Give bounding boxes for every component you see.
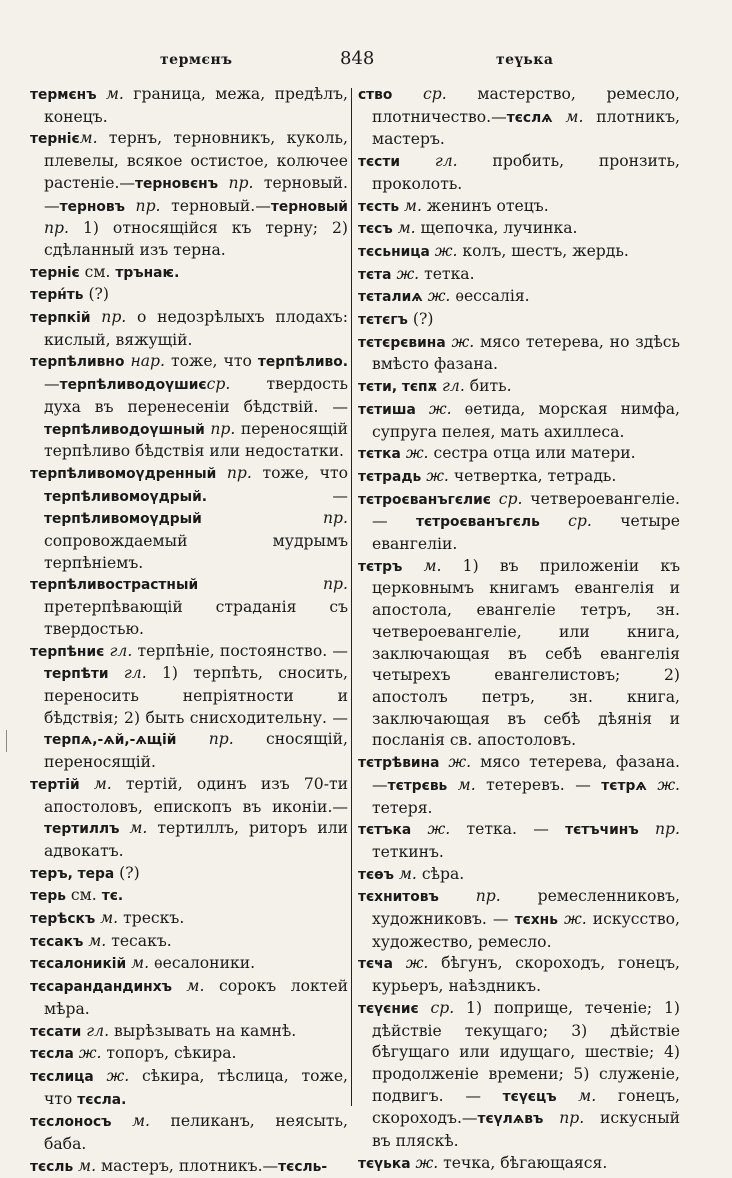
headword: терпѣливомоүдрый	[44, 511, 202, 528]
definition-text: щепочка, лучинка.	[415, 219, 578, 238]
dictionary-entry	[30, 574, 348, 640]
headword: тєтрадь	[358, 468, 422, 485]
headword: теръ, тера	[30, 865, 115, 882]
headword: тєтъка	[358, 822, 412, 839]
definition-text: тоже, что	[251, 463, 348, 482]
grammar-label: ж.	[646, 775, 680, 794]
grammar-label: пр.	[176, 730, 234, 749]
definition-text: сѣкира, тѣслица, тоже, что	[44, 1066, 348, 1108]
dictionary-entry	[30, 128, 348, 261]
grammar-label: пр.	[216, 463, 252, 482]
grammar-label: ср.	[418, 998, 455, 1017]
running-head-left: термєнъ	[160, 52, 233, 68]
dictionary-entry	[30, 931, 348, 954]
definition-text: мясо тетерева, но здѣсь вмѣсто фазана.	[372, 332, 681, 374]
headword: терпѣливо.	[257, 354, 348, 371]
headword: терніє	[30, 131, 80, 148]
definition-text: ѳессалія.	[450, 287, 530, 306]
dictionary-entry	[30, 908, 348, 931]
definition-text: 1) терпѣть, сносить, переносить непріятности и бѣдствія; 2) быть снисходительну. —	[44, 664, 348, 727]
grammar-label: ср.	[206, 375, 231, 394]
definition-text: женинъ отецъ.	[421, 196, 549, 215]
definition-text: претерпѣвающій страданія съ твердостью.	[44, 598, 348, 638]
definition-text: терпѣніе, постоянство. —	[132, 641, 348, 660]
page-number: 848	[340, 48, 375, 69]
definition-text: 1) поприще, теченіе; 1) дѣйствіе текущаго; 3) дѣйствіе бѣгущаго или идущаго, шествіе; 4) продолженіе времени; 5) служеніе, подвигъ. —	[372, 998, 680, 1105]
headword: тєүєниє	[358, 1000, 419, 1017]
dictionary-entry	[358, 1153, 680, 1176]
definition-text: тертиллъ, риторъ или адвокатъ.	[44, 819, 349, 860]
grammar-label: м.	[402, 556, 442, 575]
definition-text: ѳетида, морская нимфа, супруга пелея, мать ахиллеса.	[372, 399, 681, 441]
dictionary-entry	[30, 863, 348, 886]
headword: терпѣливодоүшный	[44, 421, 205, 438]
grammar-label: ж.	[557, 910, 587, 929]
headword: тєталиѧ	[358, 289, 423, 306]
headword: тєүєцъ	[502, 1088, 557, 1105]
dictionary-entry	[30, 1043, 348, 1066]
grammar-label: пр.	[124, 196, 161, 215]
headword: терпѣти	[44, 666, 109, 683]
grammar-label: ж.	[445, 332, 475, 351]
dictionary-entry	[358, 752, 680, 819]
grammar-label: пр.	[44, 219, 69, 238]
headword: тєсалоникій	[30, 956, 127, 973]
dictionary-entry	[358, 309, 680, 332]
dictionary-entry	[358, 218, 680, 241]
headword: терпкій	[30, 310, 91, 327]
grammar-label: ж.	[422, 287, 451, 306]
grammar-label: пр.	[543, 1109, 585, 1128]
definition-text: тертій, одинъ изъ 70-ти апостоловъ, епископъ въ иконіи.—	[44, 774, 348, 816]
headword: тєсла	[30, 1046, 74, 1063]
headword: тєхнитовъ	[358, 889, 439, 906]
grammar-label: ср.	[392, 85, 447, 103]
page-header	[0, 46, 732, 76]
definition-text: теткинъ.	[372, 842, 444, 861]
headword: тєслоносъ	[30, 1114, 112, 1131]
grammar-label: гл.	[81, 1021, 110, 1040]
definition-text: сопровождаемый мудрымъ терпѣніемъ.	[44, 532, 348, 572]
headword: тєслѧ	[506, 109, 553, 126]
headword: трънаѥ.	[115, 264, 180, 281]
headword: тєсть	[358, 198, 400, 215]
definition-text: плотникъ, мастеръ.	[372, 107, 681, 149]
headword: терпѣливострастный	[30, 577, 199, 594]
grammar-label: ж.	[392, 954, 429, 973]
definition-text: ремесленниковъ, художниковъ. —	[372, 887, 680, 929]
headword: тєтрѣвина	[358, 755, 440, 772]
grammar-label: м.	[447, 775, 476, 794]
dictionary-entry	[30, 262, 348, 285]
headword: тєтка	[358, 446, 401, 463]
definition-text: см.	[79, 262, 116, 281]
headword: терновъ	[59, 198, 125, 215]
definition-text: вырѣзывать на камнѣ.	[109, 1021, 297, 1040]
headword: терѣскъ	[30, 911, 96, 928]
definition-text: сѣра.	[416, 864, 465, 883]
headword: терпѣливодоүшиє	[59, 377, 207, 394]
definition-text: тетка. —	[450, 820, 566, 839]
grammar-label: ж.	[415, 399, 452, 418]
headword: тєхнь	[514, 912, 558, 929]
definition-text: трескъ.	[118, 909, 185, 928]
headword: тєсль-	[278, 1158, 328, 1175]
definition-text: искусный въ пляскѣ.	[372, 1109, 680, 1151]
dictionary-entry	[30, 1021, 348, 1044]
dictionary-entry	[30, 1111, 348, 1155]
grammar-label: м.	[126, 954, 150, 973]
headword: тєтєрєвина	[358, 334, 446, 351]
headword: тєсль	[30, 1158, 74, 1175]
dictionary-entry	[358, 376, 680, 399]
margin-mark	[6, 730, 7, 752]
grammar-label: м.	[394, 864, 417, 883]
headword: тєтръ	[358, 558, 403, 575]
dictionary-entry	[30, 976, 348, 1020]
definition-text: твердость духа въ перенесеніи бѣдствій. —	[44, 375, 348, 416]
definition-text: четвероевангеліе. —	[372, 489, 680, 531]
dictionary-entry	[358, 264, 680, 287]
grammar-label: гл.	[437, 377, 465, 396]
grammar-label: гл.	[108, 664, 147, 683]
dictionary-entry	[30, 307, 348, 351]
definition-text: (?)	[407, 310, 434, 329]
dictionary-entry	[30, 1066, 348, 1111]
grammar-label: нар.	[124, 352, 165, 371]
headword: тєсьница	[358, 243, 430, 260]
headword: тєтроєванъгєлиє	[358, 491, 491, 508]
headword: тертиллъ	[44, 821, 120, 838]
headword: тєѳъ	[358, 866, 395, 883]
headword: тертій	[30, 776, 80, 793]
headword: тєүька	[358, 1155, 411, 1172]
definition-text: течка, бѣгающаяся.	[438, 1153, 608, 1172]
headword: терпѣливомоүдрый.	[44, 488, 208, 505]
grammar-label: м.	[399, 196, 422, 215]
headword: тєтрѧ	[601, 777, 647, 794]
definition-text: см.	[65, 886, 102, 905]
headword: тєсарандандинхъ	[30, 979, 172, 996]
headword: тєта	[358, 266, 392, 283]
headword: тє.	[101, 888, 124, 905]
headword: тєсти	[358, 154, 401, 171]
dictionary-entry	[358, 466, 680, 489]
headword: тєтиша	[358, 401, 416, 418]
definition-text: колъ, шестъ, жердь.	[457, 241, 629, 260]
grammar-label: ср.	[490, 489, 523, 508]
grammar-label: ж.	[410, 1153, 439, 1172]
dictionary-entry	[30, 463, 348, 575]
headword: терновєнъ	[135, 175, 219, 192]
grammar-label: м.	[552, 107, 584, 126]
definition-text: —	[44, 375, 60, 394]
definition-text: бѣгунъ, скороходъ, гонецъ, курьеръ, наѣздникъ.	[372, 954, 680, 996]
headword: терпѣливно	[30, 354, 125, 371]
grammar-label: пр.	[218, 173, 254, 192]
grammar-label: гл.	[400, 152, 458, 171]
dictionary-entry	[358, 332, 680, 376]
definition-text: мясо тетерева, фазана. —	[372, 753, 680, 794]
headword: тєҹа	[358, 956, 393, 973]
right-column	[358, 84, 681, 1172]
dictionary-entry	[30, 774, 348, 863]
headword: тєти, тєпѫ	[358, 379, 438, 396]
grammar-label: м.	[83, 931, 107, 950]
grammar-label: м.	[171, 977, 205, 996]
definition-text: (?)	[114, 863, 140, 882]
dictionary-entry	[30, 885, 348, 908]
left-column	[30, 84, 349, 1175]
grammar-label: пр.	[204, 419, 236, 438]
headword: терніє	[30, 264, 80, 281]
dictionary-entry	[358, 151, 680, 195]
definition-text: тетеря.	[372, 798, 433, 817]
headword: терн́ть	[30, 287, 84, 304]
grammar-label: ж.	[73, 1044, 102, 1063]
headword: тєтєгъ	[358, 312, 408, 329]
definition-text: искусство, художество, ремесло.	[372, 910, 681, 951]
dictionary-entry	[30, 953, 348, 976]
grammar-label: м.	[96, 85, 124, 103]
grammar-label: м.	[79, 774, 112, 793]
headword: тєтроєванъгєль	[415, 514, 540, 531]
definition-text: терновый. —	[44, 173, 348, 215]
column-divider	[351, 88, 352, 1106]
definition-text: сестра отца или матери.	[428, 444, 636, 463]
grammar-label: ж.	[429, 241, 458, 260]
definition-text: терновый.—	[160, 196, 271, 215]
grammar-label: ср.	[539, 512, 592, 531]
headword: терпѣливомоүдренный	[30, 465, 217, 482]
definition-text: сорокъ локтей мѣра.	[44, 977, 348, 1018]
definition-text: граница, межа, предѣлъ, конецъ.	[44, 85, 348, 126]
definition-text: пеликанъ, неясыть, баба.	[44, 1112, 348, 1154]
grammar-label: м.	[73, 1156, 97, 1175]
headword: тєтрєвь	[387, 777, 448, 794]
grammar-label: ж.	[400, 444, 429, 463]
grammar-label: ж.	[411, 820, 451, 839]
headword: тєтъчинъ	[565, 822, 639, 839]
definition-text: (?)	[83, 285, 109, 304]
dictionary-entry	[358, 886, 680, 953]
dictionary-entry	[30, 84, 348, 128]
grammar-label: м.	[79, 129, 98, 148]
grammar-label: м.	[392, 219, 416, 238]
grammar-label: м.	[556, 1086, 597, 1105]
grammar-label: пр.	[90, 308, 127, 327]
grammar-label: ж.	[439, 753, 472, 772]
definition-text: 1) въ приложеніи къ церковнымъ книгамъ евангелія и апостола, евангеліе тетръ, зн. четвероевангеліе, или книга, заключающая въ себѣ евангелія четырехъ евангелистовъ; 2) апостолъ петръ, зн. книга, заключающая въ себѣ дѣянія и посланія св. апостоловъ.	[372, 556, 680, 750]
definition-text: тернъ, терновникъ, куколь, плевелы, всякое остистое, колючее растеніе.—	[44, 129, 348, 192]
definition-text: переносящій терпѣливо бѣдствія или недостатки.	[44, 419, 348, 461]
dictionary-entry	[358, 443, 680, 466]
headword: тєсакъ	[30, 933, 84, 950]
dictionary-entry	[358, 556, 680, 752]
definition-text: четвертка, тетрадь.	[448, 466, 617, 485]
definition-text: тетка.	[419, 264, 475, 283]
definition-text: мастерство, ремесло, плотничество.—	[372, 85, 680, 126]
headword: терпѧ,-ѧй,-ѧщій	[44, 732, 177, 749]
grammar-label: м.	[111, 1112, 150, 1131]
grammar-label: ж.	[421, 466, 449, 485]
dictionary-entry	[358, 84, 680, 151]
dictionary-entry	[358, 953, 680, 997]
definition-text: 1) относящійся къ терну; 2) сдѣланный изъ терна.	[44, 219, 348, 259]
definition-text: сносящій, переносящій.	[44, 730, 348, 772]
dictionary-entry	[30, 351, 348, 463]
grammar-label: пр.	[201, 509, 348, 528]
headword: терпѣниє	[30, 643, 105, 660]
headword: тєүлѧвъ	[477, 1111, 544, 1128]
headword: тєсъ	[358, 221, 393, 238]
dictionary-entry	[358, 998, 680, 1153]
definition-text: —	[207, 486, 348, 505]
dictionary-entry	[358, 819, 680, 863]
definition-text: бить.	[464, 377, 512, 396]
definition-text: тетеревъ. —	[475, 775, 602, 794]
headword: тєслица	[30, 1068, 94, 1085]
definition-text: пробить, пронзить, проколоть.	[372, 152, 680, 193]
headword: терь	[30, 888, 66, 905]
definition-text: четыре евангеліи.	[372, 512, 680, 554]
definition-text: мастеръ, плотникъ.—	[96, 1156, 279, 1175]
running-head-right: теүька	[496, 52, 554, 68]
grammar-label: пр.	[638, 820, 680, 839]
dictionary-entry	[358, 399, 680, 443]
grammar-label: пр.	[198, 575, 348, 594]
headword: термєнъ	[30, 87, 97, 103]
definition-text: тоже, что	[164, 352, 258, 371]
grammar-label: ж.	[93, 1066, 130, 1085]
definition-text: тесакъ.	[106, 931, 172, 950]
dictionary-entry	[358, 196, 680, 219]
dictionary-entry	[358, 864, 680, 887]
headword: тєсла.	[77, 1091, 127, 1108]
definition-text: о недозрѣлыхъ плодахъ: кислый, вяжущій.	[44, 308, 348, 349]
grammar-label: гл.	[104, 641, 133, 660]
grammar-label: пр.	[438, 887, 501, 906]
definition-text: гонецъ, скороходъ.—	[372, 1086, 681, 1128]
definition-text: ѳесалоники.	[149, 954, 256, 973]
grammar-label: м.	[95, 909, 119, 928]
headword: терновый	[270, 198, 348, 215]
headword: тєсати	[30, 1023, 82, 1040]
headword: ство	[358, 87, 393, 103]
dictionary-entry	[30, 641, 348, 774]
dictionary-entry	[358, 241, 680, 264]
dictionary-entry	[30, 1156, 348, 1178]
dictionary-entry	[30, 284, 348, 307]
dictionary-entry	[358, 286, 680, 309]
dictionary-entry	[358, 489, 680, 556]
grammar-label: ж.	[391, 264, 420, 283]
definition-text: топоръ, сѣкира.	[101, 1044, 237, 1063]
grammar-label: м.	[119, 819, 148, 838]
